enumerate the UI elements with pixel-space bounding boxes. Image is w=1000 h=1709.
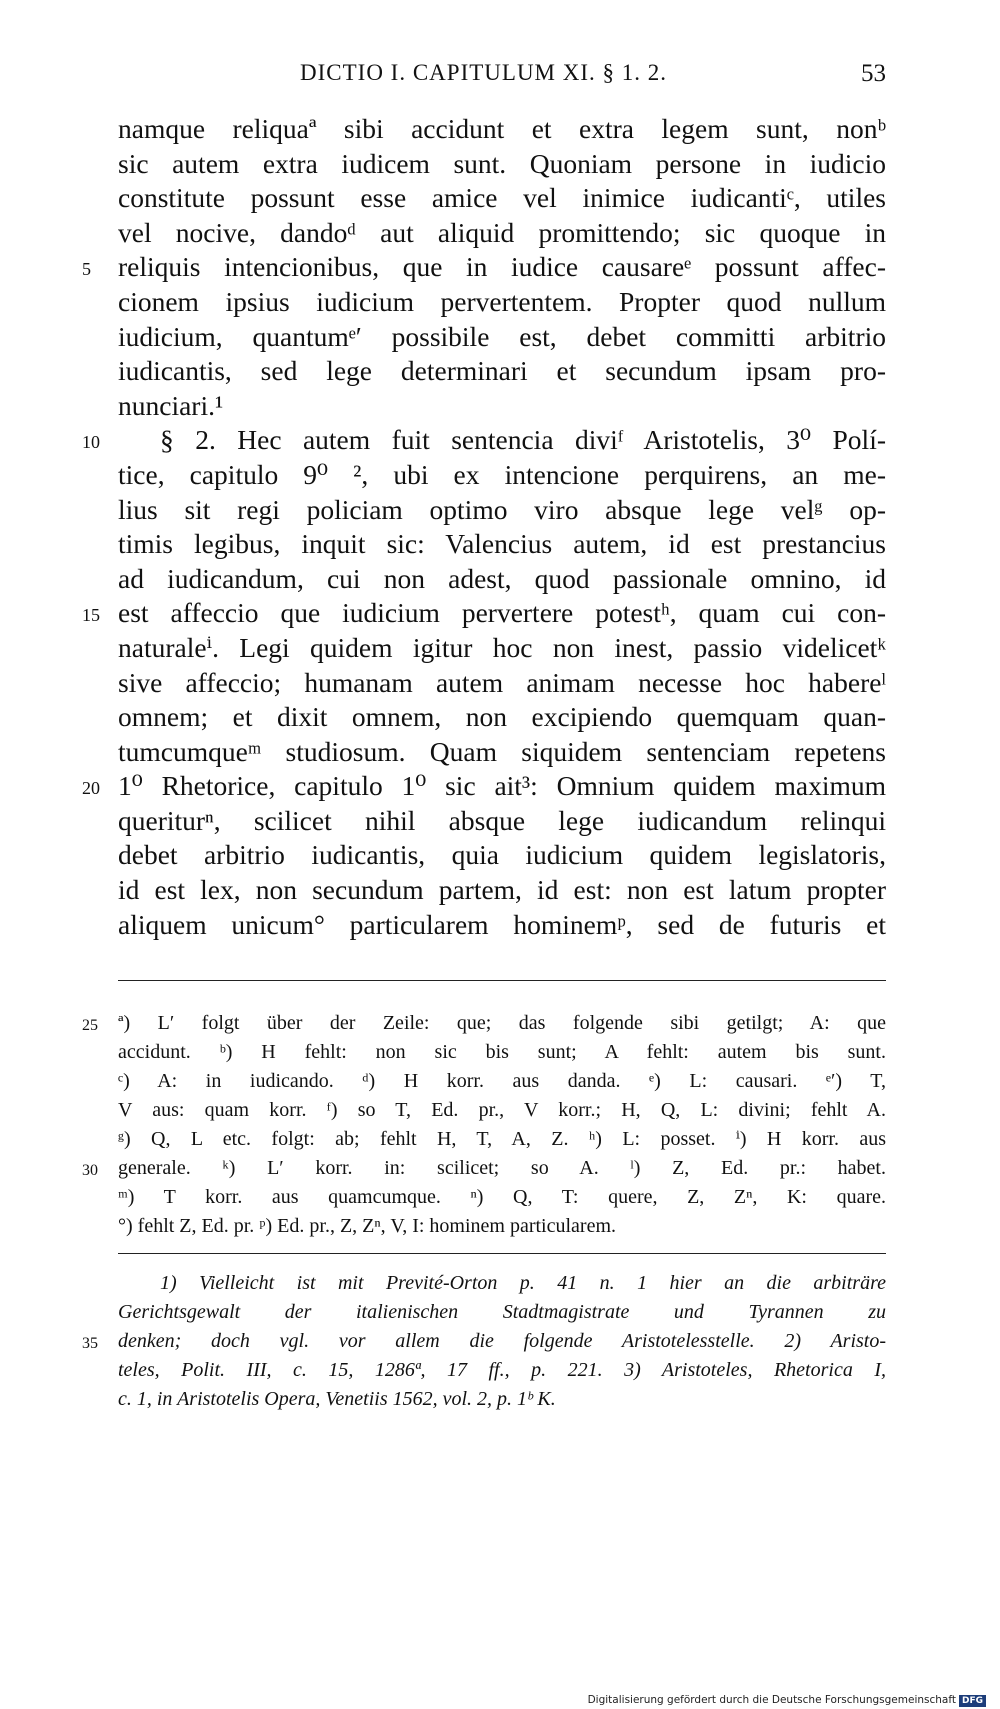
line-text: lius sit regi policiam optimo viro absque lege velᵍ op- xyxy=(118,493,886,525)
commentary-line xyxy=(82,1327,886,1356)
text-line xyxy=(118,181,886,216)
text-line xyxy=(82,250,886,285)
text-line xyxy=(118,735,886,770)
line-text: queriturⁿ, scilicet nihil absque lege iudicandum relinqui xyxy=(118,804,886,836)
text-line xyxy=(118,112,886,147)
apparatus-line xyxy=(118,1096,886,1125)
line-text: V aus: quam korr. ᶠ) so T, Ed. pr., V korr.; H, Q, L: divini; fehlt A. xyxy=(118,1099,886,1121)
line-text: teles, Polit. III, c. 15, 1286ª, 17 ff., p. 221. 3) Aristoteles, Rhetorica I, xyxy=(118,1359,886,1381)
apparatus-line xyxy=(118,1067,886,1096)
text-line xyxy=(82,769,886,804)
text-line xyxy=(118,838,886,873)
line-text: iudicantis, sed lege determinari et secundum ipsam pro- xyxy=(118,355,886,387)
line-text: sic autem extra iudicem sunt. Quoniam persone in iudicio xyxy=(118,147,886,179)
line-text: naturaleⁱ. Legi quidem igitur hoc non inest, passio videlicetᵏ xyxy=(118,631,886,663)
apparatus-line xyxy=(118,1183,886,1212)
line-text: id est lex, non secundum partem, id est: non est latum propter xyxy=(118,874,886,906)
line-number: 15 xyxy=(82,605,100,626)
line-text: nunciari.¹ xyxy=(118,389,224,421)
line-text: timis legibus, inquit sic: Valencius autem, id est prestancius xyxy=(118,528,886,560)
line-text: 1⁰ Rhetorice, capitulo 1⁰ sic ait³: Omnium quidem maximum xyxy=(118,770,886,802)
apparatus-line xyxy=(118,1212,886,1241)
running-head: DICTIO I. CAPITULUM XI. § 1. 2. xyxy=(300,60,668,85)
dfg-logo: DFG xyxy=(959,1695,986,1707)
line-text: c. 1, in Aristotelis Opera, Venetiis 1562, vol. 2, p. 1ᵇ K. xyxy=(118,1388,556,1410)
line-text: namque reliquaª sibi accidunt et extra legem sunt, nonᵇ xyxy=(118,113,886,144)
line-text: ᵐ) T korr. aus quamcumque. ⁿ) Q, T: quere, Z, Zⁿ, K: quare. xyxy=(118,1186,886,1208)
line-text: constitute possunt esse amice vel inimice iudicantiᶜ, utiles xyxy=(118,182,886,214)
line-number: 30 xyxy=(82,1162,98,1179)
text-line xyxy=(118,666,886,701)
line-number: 5 xyxy=(82,259,91,280)
line-number: 10 xyxy=(82,432,100,453)
commentary-line xyxy=(118,1269,886,1298)
apparatus-line xyxy=(82,1154,886,1183)
page-number: 53 xyxy=(861,60,886,87)
text-line xyxy=(118,700,886,735)
line-text: aliquem unicum° particularem hominemᵖ, sed de futuris et xyxy=(118,908,886,940)
critical-apparatus xyxy=(82,1009,886,1241)
text-line xyxy=(118,458,886,493)
main-text xyxy=(82,112,886,942)
line-text: ad iudicandum, cui non adest, quod passionale omnino, id xyxy=(118,562,886,594)
credit-text: Digitalisierung gefördert durch die Deutsche Forschungsgemeinschaft xyxy=(587,1694,956,1706)
line-text: generale. ᵏ) L′ korr. in: scilicet; so A. ˡ) Z, Ed. pr.: habet. xyxy=(118,1157,886,1179)
digitization-credit xyxy=(588,1694,986,1707)
line-text: vel nocive, dandoᵈ aut aliquid promittendo; sic quoque in xyxy=(118,216,886,248)
text-line xyxy=(118,320,886,355)
apparatus-line xyxy=(82,1009,886,1038)
line-text: ᵍ) Q, L etc. folgt: ab; fehlt H, T, A, Z. ʰ) L: posset. ⁱ) H korr. aus xyxy=(118,1128,886,1150)
apparatus-line xyxy=(118,1038,886,1067)
text-line xyxy=(118,354,886,389)
line-text: tumcumqueᵐ studiosum. Quam siquidem sentenciam repetens xyxy=(118,735,886,767)
line-text: sive affeccio; humanam autem animam necesse hoc habereˡ xyxy=(118,666,886,698)
text-line xyxy=(118,631,886,666)
text-line xyxy=(82,423,886,458)
text-line xyxy=(118,147,886,182)
commentary-notes xyxy=(82,1269,886,1414)
line-text: 1) Vielleicht ist mit Previté-Orton p. 41 n. 1 hier an die arbiträre xyxy=(160,1272,886,1294)
line-text: omnem; et dixit omnem, non excipiendo quemquam quan- xyxy=(118,701,886,733)
text-line xyxy=(118,804,886,839)
text-line xyxy=(118,285,886,320)
text-line xyxy=(118,908,886,943)
line-text: reliquis intencionibus, que in iudice causareᵉ possunt affec- xyxy=(118,251,886,283)
line-text: debet arbitrio iudicantis, quia iudicium quidem legislatoris, xyxy=(118,839,886,871)
line-text: accidunt. ᵇ) H fehlt: non sic bis sunt; A fehlt: autem bis sunt. xyxy=(118,1041,886,1063)
line-text: cionem ipsius iudicium pervertentem. Propter quod nullum xyxy=(118,285,886,317)
line-text: Gerichtsgewalt der italienischen Stadtmagistrate und Tyrannen zu xyxy=(118,1301,886,1323)
text-line xyxy=(118,493,886,528)
page-header xyxy=(118,60,886,94)
text-line xyxy=(118,216,886,251)
line-number: 20 xyxy=(82,778,100,799)
line-text: iudicium, quantumᵉ′ possibile est, debet committi arbitrio xyxy=(118,320,886,352)
commentary-line xyxy=(118,1356,886,1385)
line-text: denken; doch vgl. vor allem die folgende Aristotelesstelle. 2) Aristo- xyxy=(118,1330,886,1352)
commentary-line xyxy=(118,1298,886,1327)
commentary-divider xyxy=(118,1253,886,1254)
line-text: tice, capitulo 9⁰ ², ubi ex intencione perquirens, an me- xyxy=(118,458,886,490)
text-line xyxy=(118,562,886,597)
line-text: °) fehlt Z, Ed. pr. ᵖ) Ed. pr., Z, Zⁿ, V, I: hominem particularem. xyxy=(118,1215,617,1237)
line-text: est affeccio que iudicium pervertere potestʰ, quam cui con- xyxy=(118,597,886,629)
text-line xyxy=(118,389,886,424)
line-text: § 2. Hec autem fuit sentencia diviᶠ Aristotelis, 3⁰ Polí- xyxy=(160,424,886,456)
text-line xyxy=(118,527,886,562)
line-number: 25 xyxy=(82,1017,98,1034)
text-line xyxy=(82,596,886,631)
text-line xyxy=(118,873,886,908)
line-number: 35 xyxy=(82,1335,98,1352)
line-text: ᶜ) A: in iudicando. ᵈ) H korr. aus danda. ᵉ) L: causari. ᵉ′) T, xyxy=(118,1070,886,1092)
apparatus-line xyxy=(118,1125,886,1154)
footnote-divider xyxy=(118,980,886,981)
line-text: ª) L′ folgt über der Zeile: que; das folgende sibi getilgt; A: que xyxy=(118,1012,886,1034)
commentary-line xyxy=(118,1385,886,1414)
